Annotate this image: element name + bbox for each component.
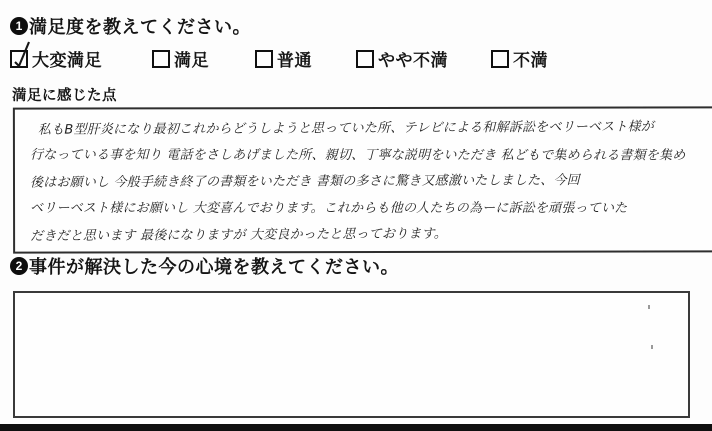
option-label-somewhat-dissatisfied: やや不満	[378, 51, 448, 70]
option-dissatisfied[interactable]	[491, 46, 548, 71]
question2-title: 事件が解決した今の心境を教えてください。	[29, 257, 399, 277]
satisfaction-options-row	[0, 46, 712, 70]
checkbox-unchecked-icon[interactable]	[491, 50, 509, 68]
mindset-answer-box[interactable]	[13, 291, 690, 418]
handwritten-line-5: だきだと思います 最後になりますが 大変良かったと思っております。	[30, 226, 447, 245]
option-label-neutral: 普通	[277, 51, 312, 70]
scan-artifact	[648, 305, 650, 309]
option-label-satisfied: 満足	[174, 51, 209, 70]
handwritten-line-3: 後はお願いし 今般手続き終了の書類をいただき 書類の多さに驚き又感激いたしました、今回	[29, 173, 580, 191]
question1-title: 満足度を教えてください。	[29, 17, 251, 37]
circled-number-1-icon: 1	[10, 17, 28, 35]
scan-artifact	[651, 345, 653, 349]
option-satisfied[interactable]	[152, 46, 209, 71]
option-neutral[interactable]	[255, 46, 312, 71]
handwritten-line-1: 私もB型肝炎になり最初これからどうしようと思っていた所、テレビによる和解訴訟をベリーベスト様が	[37, 119, 655, 138]
handwritten-line-4: ベリーベスト様にお願いし 大変喜んでおります。これからも他の人たちの為ーに訴訟を頑張っていた	[30, 200, 628, 216]
check-mark-icon	[9, 38, 35, 70]
checkbox-checked-icon[interactable]	[10, 50, 28, 68]
option-somewhat-dissatisfied[interactable]	[356, 46, 448, 71]
option-label-dissatisfied: 不満	[513, 51, 548, 70]
checkbox-unchecked-icon[interactable]	[356, 50, 374, 68]
question1-heading	[10, 13, 251, 39]
satisfaction-answer-box[interactable]	[13, 106, 712, 253]
option-very-satisfied[interactable]	[10, 46, 102, 71]
handwritten-line-2: 行なっている事を知り 電話をさしあげました所、親切、丁寧な説明をいただき 私どもで集められる書類を集め	[29, 147, 686, 163]
option-label-very-satisfied: 大変満足	[32, 51, 102, 70]
checkbox-unchecked-icon[interactable]	[255, 50, 273, 68]
scan-edge-bar	[0, 424, 712, 431]
question2-heading	[10, 253, 399, 279]
checkbox-unchecked-icon[interactable]	[152, 50, 170, 68]
satisfaction-points-label: 満足に感じた点	[12, 88, 117, 104]
circled-number-2-icon: 2	[10, 257, 28, 275]
